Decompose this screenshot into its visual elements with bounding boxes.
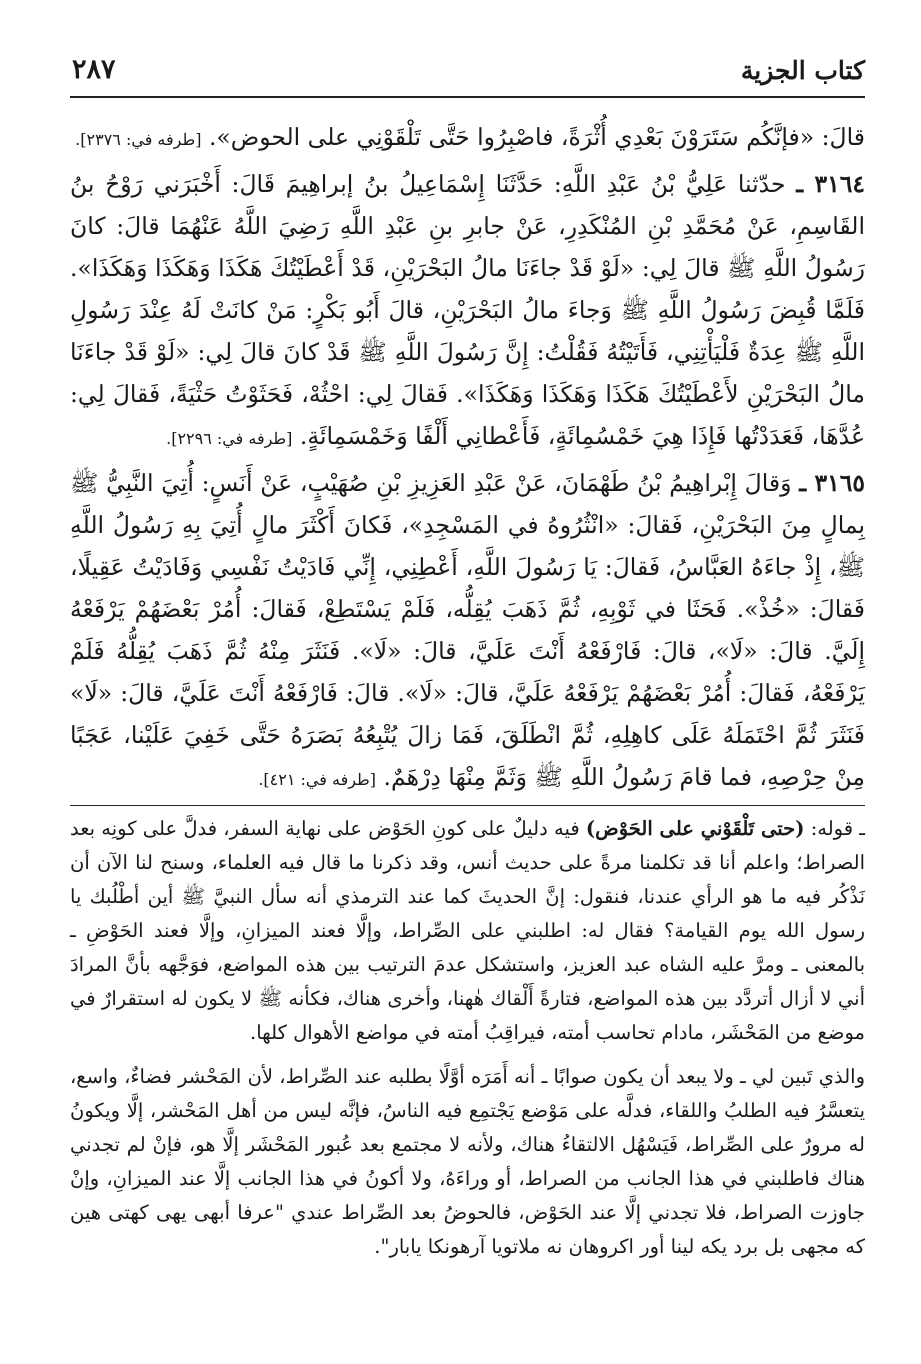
hadith-paragraph	[70, 116, 865, 161]
hadith-3164	[70, 163, 865, 460]
hadith-number: ٣١٦٥ ـ	[799, 469, 865, 497]
hadith-text: قالَ: «فإنَّكُم سَتَرَوْنَ بَعْدِي أُثْرَةً، فاصْبِرُوا حَتَّى تَلْقَوْنِي على الحوض».	[208, 123, 865, 151]
hadith-3165	[70, 462, 865, 801]
commentary-section	[70, 805, 865, 1264]
quoted-phrase: (حتى تَلْقَوْني على الحَوْض)	[585, 817, 805, 840]
commentary-text: والذي تَبين لي ـ ولا يبعد أن يكون صوابًا ـ أنه أَمَرَه أوَّلًا بطلبه عند الصِّراط، لأن المَحْشر فضاءٌ، واسع، يتعسَّرُ فيه الطلبُ واللقاء، فدلَّه على مَوْضع يَجْتمِع فيه الناسُ، فإنَّه ليس من أهل المَحْشر، إلَّا ويكونُ له مرورٌ على الصِّراط، فَيَسْهُل الالتقاءُ هناك، ولأنه لا مجتمع بعد عُبور المَحْشَر إلَّا هو، فإنْ لم تجدني هناك فاطلبني في هذا الجانب من الصراط، أو وراءَهُ، ولا أكونُ في هذا الجانب إلَّا عند الميزانِ، وإنْ جاوزت الصراط، فلا تجدني إلَّا عند الحَوْض، فالحوضُ بعد الصِّراط عندي "عرفا أبهى يهى كهتى هين كه مجهى بل برد يكه لينا أور اكروهان نه ملاتويا آرهونكا يابار".	[70, 1065, 865, 1258]
book-page	[70, 50, 865, 1330]
commentary-paragraph	[70, 1060, 865, 1264]
cross-reference: [طرفه في: ٤٢١].	[258, 770, 377, 789]
hadith-paragraph	[70, 462, 865, 801]
hadith-text: وَقالَ إِبْراهِيمُ بْنُ طَهْمَانَ، عَنْ عَبْدِ العَزِيزِ بْنِ صُهَيْبٍ، عَنْ أَنَسٍ: أُتِيَ النَّبِيُّ ﷺ بِمالٍ مِنَ البَحْرَيْنِ، فَقالَ: «انْثُرُوهُ في المَسْجِدِ»، فَكانَ أَكْثَرَ مالٍ أُتِيَ بِهِ رَسُولُ اللَّهِ ﷺ، إِذْ جاءَهُ العَبَّاسُ، فَقالَ: يَا رَسُولَ اللَّهِ، أَعْطِنِي، إِنِّي فَادَيْتُ نَفْسِي وَفَادَيْتُ عَقِيلًا، فَقالَ: «خُذْ». فَحَثَا في ثَوْبِهِ، ثُمَّ ذَهَبَ يُقِلُّه، فَلَمْ يَسْتَطِعْ، فَقالَ: أُمُرْ بَعْضَهُمْ يَرْفَعْهُ إِلَيَّ. قالَ: «لَا»، قالَ: فَارْفَعْهُ أَنْتَ عَلَيَّ، قالَ: «لَا». فَنَثَرَ مِنْهُ ثُمَّ ذَهَبَ يُقِلُّهُ فَلَمْ يَرْفَعْهُ، فَقالَ: أُمُرْ بَعْضَهُمْ يَرْفَعْهُ عَلَيَّ، قالَ: «لَا». قالَ: فَارْفَعْهُ أَنْتَ عَلَيَّ، قالَ: «لَا» فَنَثَرَ ثُمَّ احْتَمَلَهُ عَلَى كاهِلِهِ، ثُمَّ انْطَلَقَ، فَمَا زالَ يُتْبِعُهُ بَصَرَهُ حَتَّى خَفِيَ عَلَيْنا، عَجَبًا مِنْ حِرْصِهِ، فما قامَ رَسُولُ اللَّهِ ﷺ وَثَمَّ مِنْهَا دِرْهَمٌ.	[70, 469, 865, 791]
cross-reference: [طرفه في: ٢٣٧٦].	[75, 130, 202, 149]
hadith-paragraph	[70, 163, 865, 460]
hadith-text: حدّثنا عَلِيُّ بْنُ عَبْدِ اللَّهِ: حَدَّثَنَا إِسْمَاعِيلُ بنُ إبراهِيمَ قَالَ: أَخْبَرَني رَوْحُ بنُ القَاسِمِ، عَنْ مُحَمَّدِ بْنِ المُنْكَدِرِ، عَنْ جابرِ بنِ عَبْدِ اللَّهِ رَضِيَ اللَّهُ عَنْهُمَا قالَ: كانَ رَسُولُ اللَّهِ ﷺ قالَ لِي: «لَوْ قَدْ جاءَنَا مالُ البَحْرَيْنِ، قَدْ أَعْطَيْتُكَ هَكَذَا وَهَكَذَا وَهَكَذَا». فَلَمَّا قُبِضَ رَسُولُ اللَّهِ ﷺ وَجاءَ مالُ البَحْرَيْنِ، قالَ أَبُو بَكْرٍ: مَنْ كانَتْ لَهُ عِنْدَ رَسُولِ اللَّهِ ﷺ عِدَةٌ فَلْيَأْتِنِي، فَأَتَيْتُهُ فَقُلْتُ: إِنَّ رَسُولَ اللَّهِ ﷺ قَدْ كانَ قالَ لِي: «لَوْ قَدْ جاءَنَا مالُ البَحْرَيْنِ لأَعْطَيْتُكَ هَكَذَا وَهَكَذَا وَهَكَذَا». فَقالَ لِي: احْثُهْ، فَحَثَوْتُ حَثْيَةً، فَقالَ لِي: عُدَّهَا، فَعَدَدْتُها فَإِذَا هِيَ خَمْسُمِائَةٍ، فَأَعْطانِي أَلْفًا وَخَمْسَمِائَةٍ.	[70, 170, 865, 450]
page-number: ٢٨٧	[72, 54, 116, 85]
hadith-number: ٣١٦٤ ـ	[796, 170, 865, 198]
commentary-text: فيه دليلٌ على كونِ الحَوْض على نهاية السفر، فدلَّ على كونِه بعد الصراط؛ واعلم أنا قد تكلمنا مرةً على حديث أنس، وقد ذكرنا ما قال فيه العلماء، وسنح لنا الآن أن نَذْكُر فيه ما هو الرأي عندنا، فنقول: إنَّ الحديثَ كما عند الترمذي أنه سأل النبيَّ ﷺ أين أطْلُبك يا رسول الله يوم القيامة؟ فقال له: اطلبني على الصِّراط، وإلَّا فعند الميزانِ، وإلَّا فعند الحَوْضِ ـ بالمعنى ـ ومرَّ عليه الشاه عبد العزيز، واستشكل عدمَ الترتيب بين هذه المواضع، فوَجَّهه بأنَّ المرادَ أني لا أزال أتردَّد بين هذه المواضع، فتارةً أَلْقاك هٰهنا، وأخرى هناك، فكأنه ﷺ لا يكون له استقرارٌ في موضع من المَحْشَر، مادام تحاسب أمته، فيراقِبُ أمته في مواضع الأهوال كلها.	[70, 817, 865, 1044]
page-header	[70, 50, 865, 98]
commentary-paragraph	[70, 812, 865, 1050]
commentary-prefix: ـ قوله:	[804, 817, 865, 840]
chapter-title: كتاب الجزية	[740, 56, 865, 85]
hadith-continuation	[70, 116, 865, 161]
cross-reference: [طرفه في: ٢٢٩٦].	[166, 429, 293, 448]
